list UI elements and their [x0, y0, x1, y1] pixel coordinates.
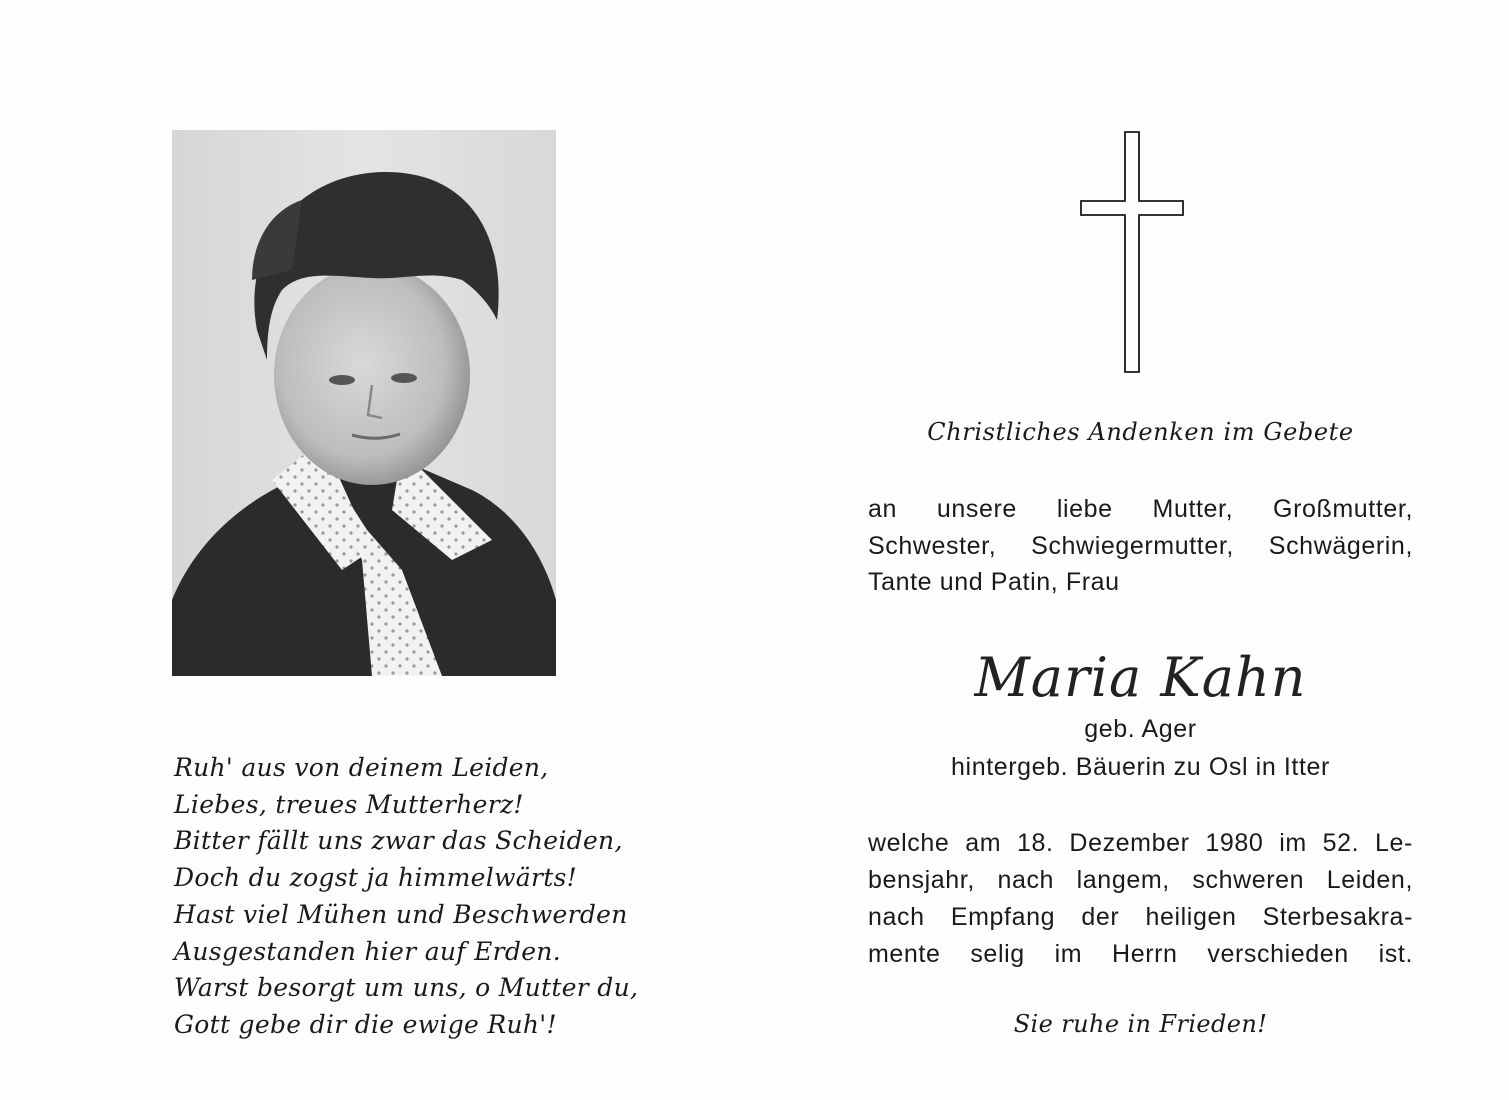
portrait-image [172, 130, 556, 676]
dedication-line: Schwester, Schwiegermutter, Schwägerin, [868, 531, 1413, 560]
occupation: hintergeb. Bäuerin zu Osl in Itter [951, 753, 1330, 781]
poem-line: Gott gebe dir die ewige Ruh'! [174, 1009, 557, 1039]
poem [174, 750, 639, 1044]
death-notice-line: welche am 18. Dezember 1980 im 52. Le- [868, 829, 1413, 857]
death-notice-line: mente selig im Herrn verschieden ist. [868, 940, 1413, 968]
deceased-name: Maria Kahn [974, 646, 1307, 709]
poem-line: Warst besorgt um uns, o Mutter du, [174, 973, 639, 1003]
death-notice-line: nach Empfang der heiligen Sterbesakra- [868, 903, 1413, 931]
poem-line: Ausgestanden hier auf Erden. [174, 936, 561, 966]
poem-line: Doch du zogst ja himmelwärts! [174, 863, 578, 893]
closing-blessing: Sie ruhe in Frieden! [1013, 1010, 1268, 1038]
dedication-line: an unsere liebe Mutter, Großmutter, [868, 495, 1413, 523]
memorial-heading: Christliches Andenken im Gebete [927, 418, 1354, 446]
death-notice-line: bensjahr, nach langem, schweren Leiden, [868, 866, 1413, 894]
cross-icon [1080, 131, 1184, 373]
birth-name: geb. Ager [1084, 715, 1197, 743]
poem-line: Hast viel Mühen und Beschwerden [174, 899, 628, 929]
poem-line: Ruh' aus von deinem Leiden, [174, 753, 549, 782]
poem-line: Liebes, treues Mutterherz! [174, 789, 524, 819]
poem-line: Bitter fällt uns zwar das Scheiden, [174, 826, 623, 856]
death-notice [868, 825, 1413, 973]
dedication [868, 491, 1413, 601]
portrait-photo [172, 130, 556, 676]
dedication-line: Tante und Patin, Frau [868, 568, 1120, 596]
